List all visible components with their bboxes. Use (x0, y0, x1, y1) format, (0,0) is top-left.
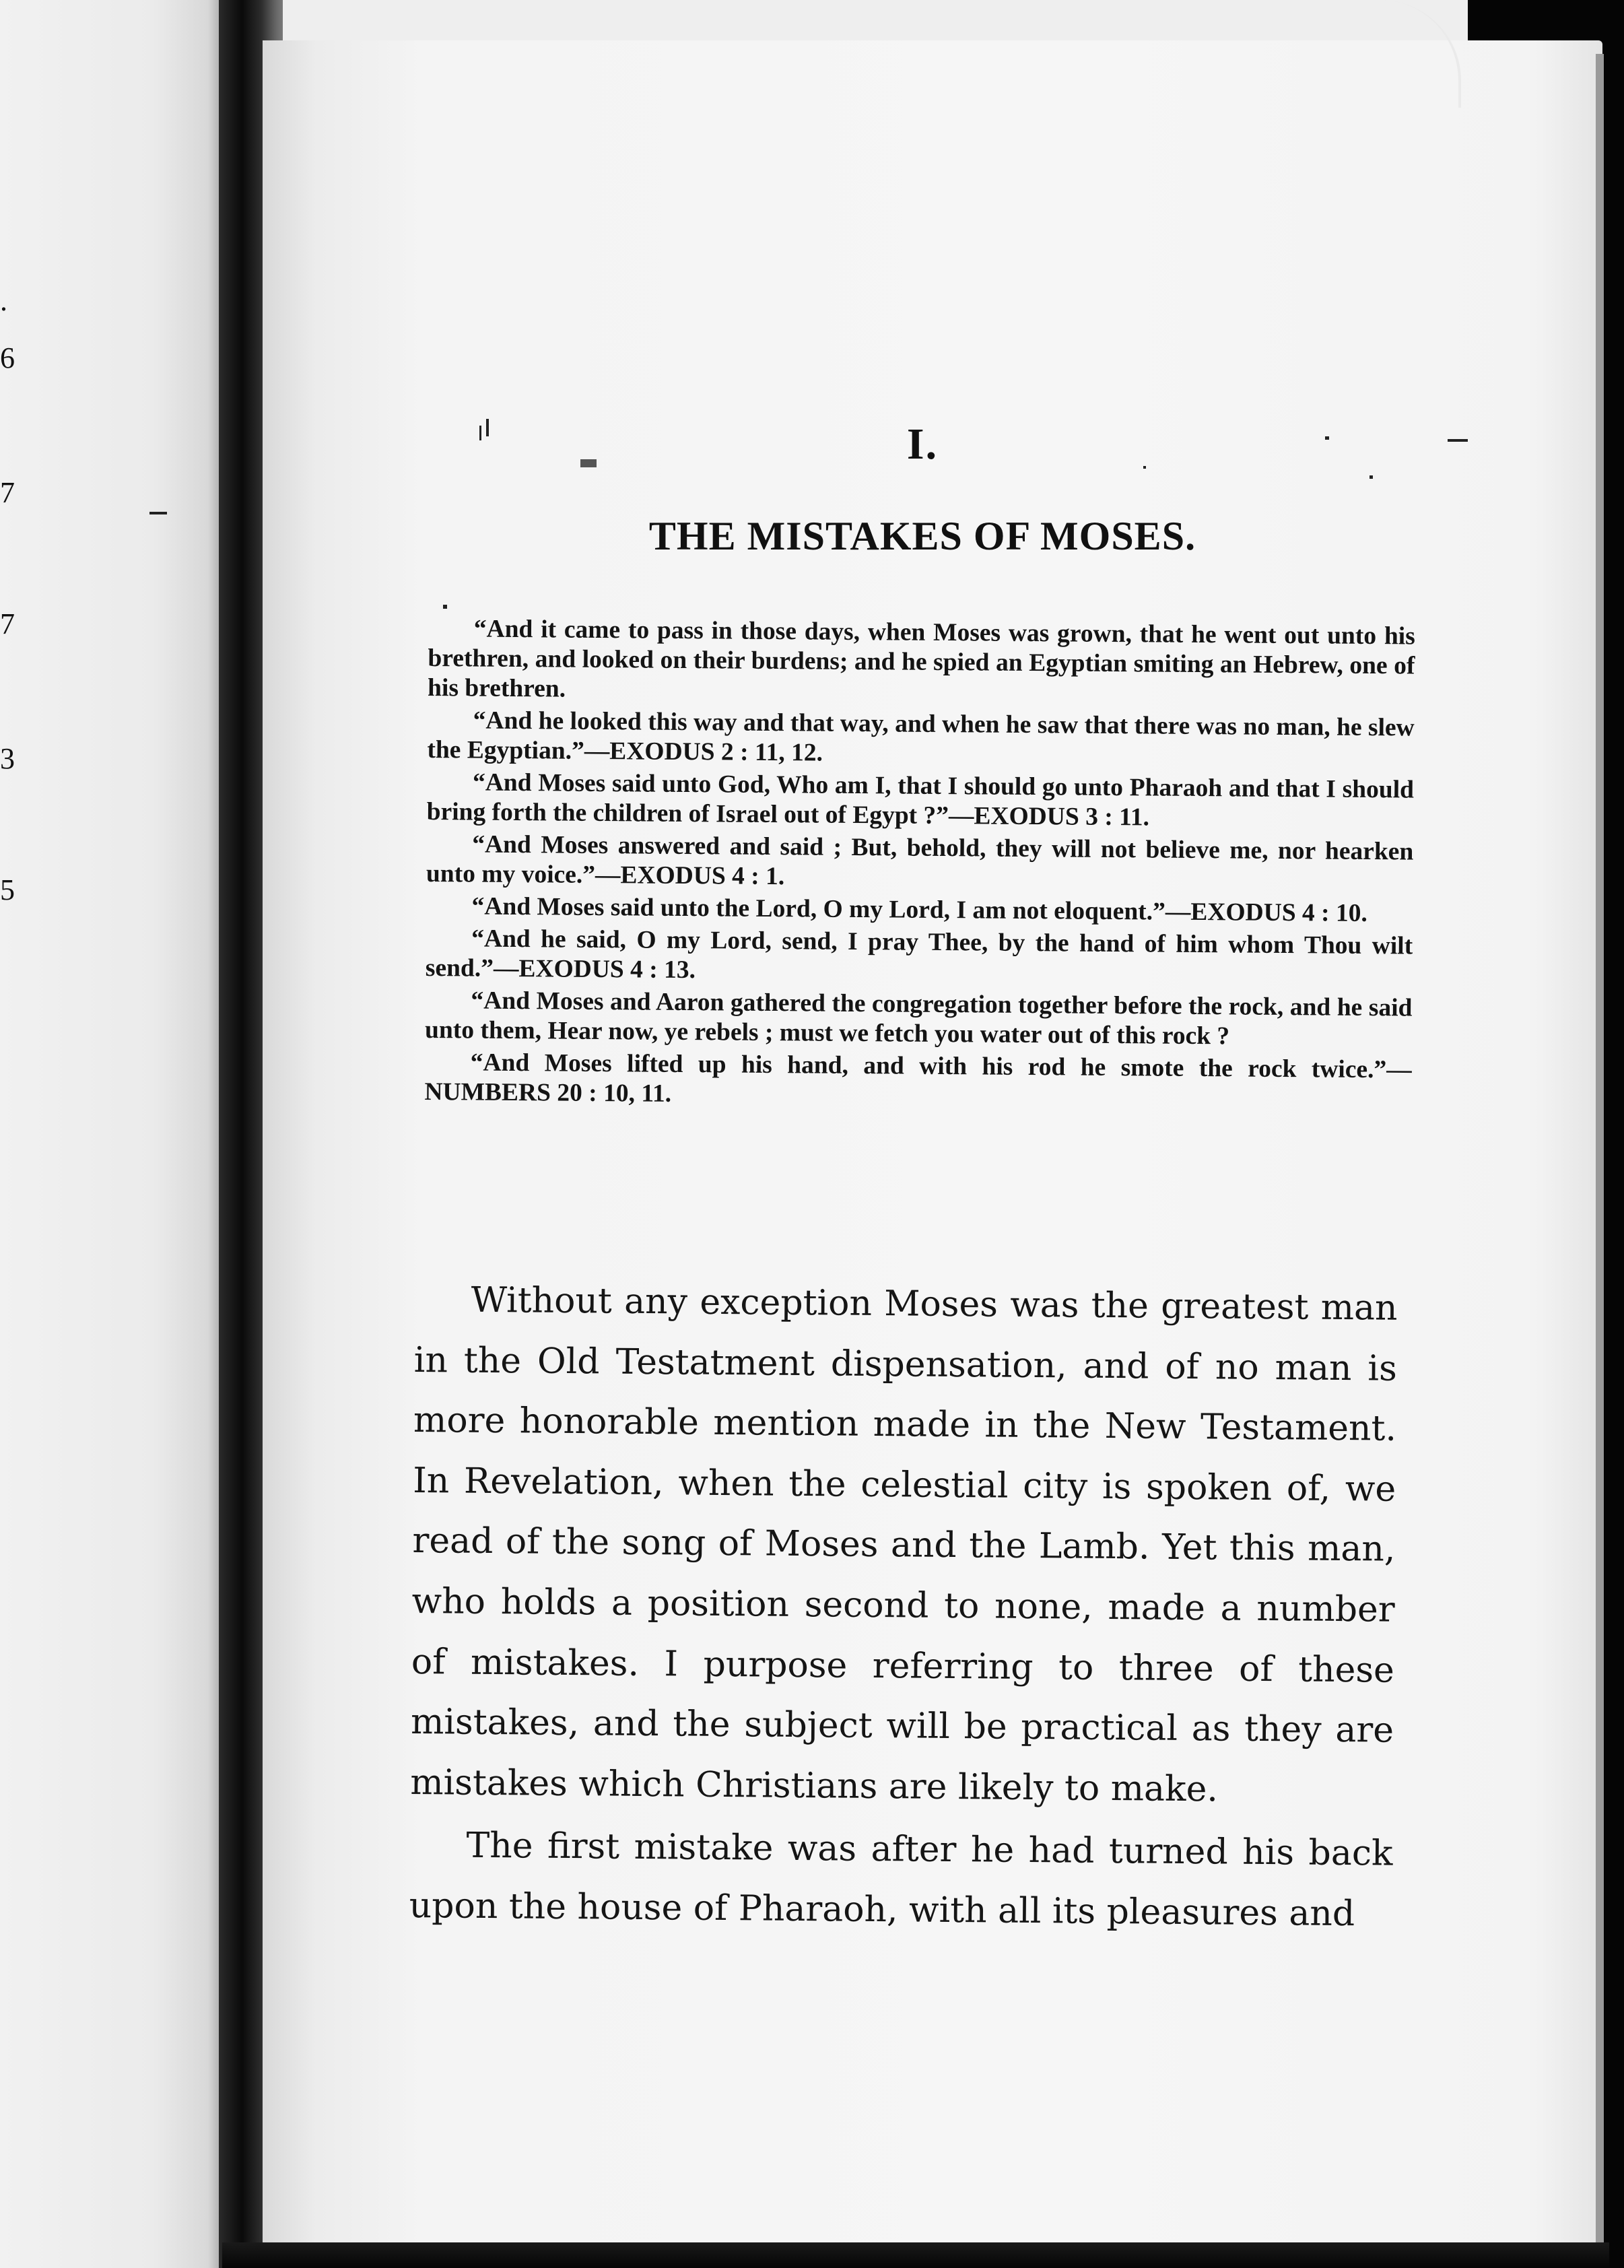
page-right-edge (1596, 54, 1604, 2263)
epigraph-paragraph: “And Moses answered and said ; But, behold, they will not believe me, nor hearken unto my voice.”—EXODUS 4 : 1. (426, 830, 1414, 891)
margin-mark: 3 (0, 742, 15, 775)
chapter-number: I. (906, 420, 939, 469)
scan-bottom-border (222, 2242, 1609, 2268)
margin-mark: 7 (0, 476, 15, 509)
previous-page-margin-marks (0, 0, 219, 2268)
speck (580, 459, 597, 467)
speck (1143, 466, 1146, 469)
epigraph-paragraph: “And Moses and Aaron gathered the congregation together before the rock, and he said unto them, Hear now, ye rebels ; must we fetch you water out of this rock ? (424, 987, 1413, 1050)
chapter-title: THE MISTAKES OF MOSES. (648, 514, 1196, 558)
body-paragraph: Without any exception Moses was the greatest man in the Old Testatment dispensation, and of no man is more honorable mention made in the New Testament. In Revelation, when the celestial city is spoken of, we read of the song of Moses and the Lamb. Yet this man, who holds a position second to none, made a number of mistakes. I purpose referring to three of these mistakes, and the subject will be practical as they are mistakes which Christians are likely to make. (410, 1279, 1398, 1810)
epigraph-paragraph: “And he looked this way and that way, and when he saw that there was no man, he slew the Egyptian.”—EXODUS 2 : 11, 12. (427, 706, 1415, 767)
margin-mark: 5 (0, 873, 15, 906)
speck (1325, 436, 1329, 440)
margin-mark: 6 (0, 341, 15, 374)
epigraph-paragraph: “And Moses lifted up his hand, and with his rod he smote the rock twice.”—NUMBERS 20 : 10, 11. (424, 1048, 1412, 1108)
epigraph-paragraph: “And Moses said unto God, Who am I, that I should go unto Pharaoh and that I should bring forth the children of Israel out of Egypt ?”—EXODUS 3 : 11. (426, 768, 1415, 832)
epigraph-paragraph: “And Moses said unto the Lord, O my Lord, I am not eloquent.”—EXODUS 4 : 10. (471, 892, 1368, 927)
speck (443, 605, 447, 609)
margin-mark: . (0, 284, 7, 317)
body-paragraph: The first mistake was after he had turned his back upon the house of Pharaoh, with all its pleasures and (409, 1826, 1393, 1935)
scripture-epigraph (424, 614, 1415, 1117)
speck (1369, 475, 1373, 479)
speck (486, 419, 489, 436)
speck (479, 426, 481, 440)
epigraph-paragraph: “And he said, O my Lord, send, I pray Thee, by the hand of him whom Thou wilt send.”—EXODUS 4 : 13. (425, 925, 1413, 985)
speck (1448, 439, 1468, 442)
epigraph-paragraph: “And it came to pass in those days, when Moses was grown, that he went out unto his brethren, and looked on their burdens; and he spied an Egyptian smiting an Hebrew, one of his brethren. (427, 615, 1415, 703)
chapter-body (409, 1270, 1398, 1947)
margin-mark: 7 (0, 607, 15, 640)
speck (149, 512, 167, 514)
